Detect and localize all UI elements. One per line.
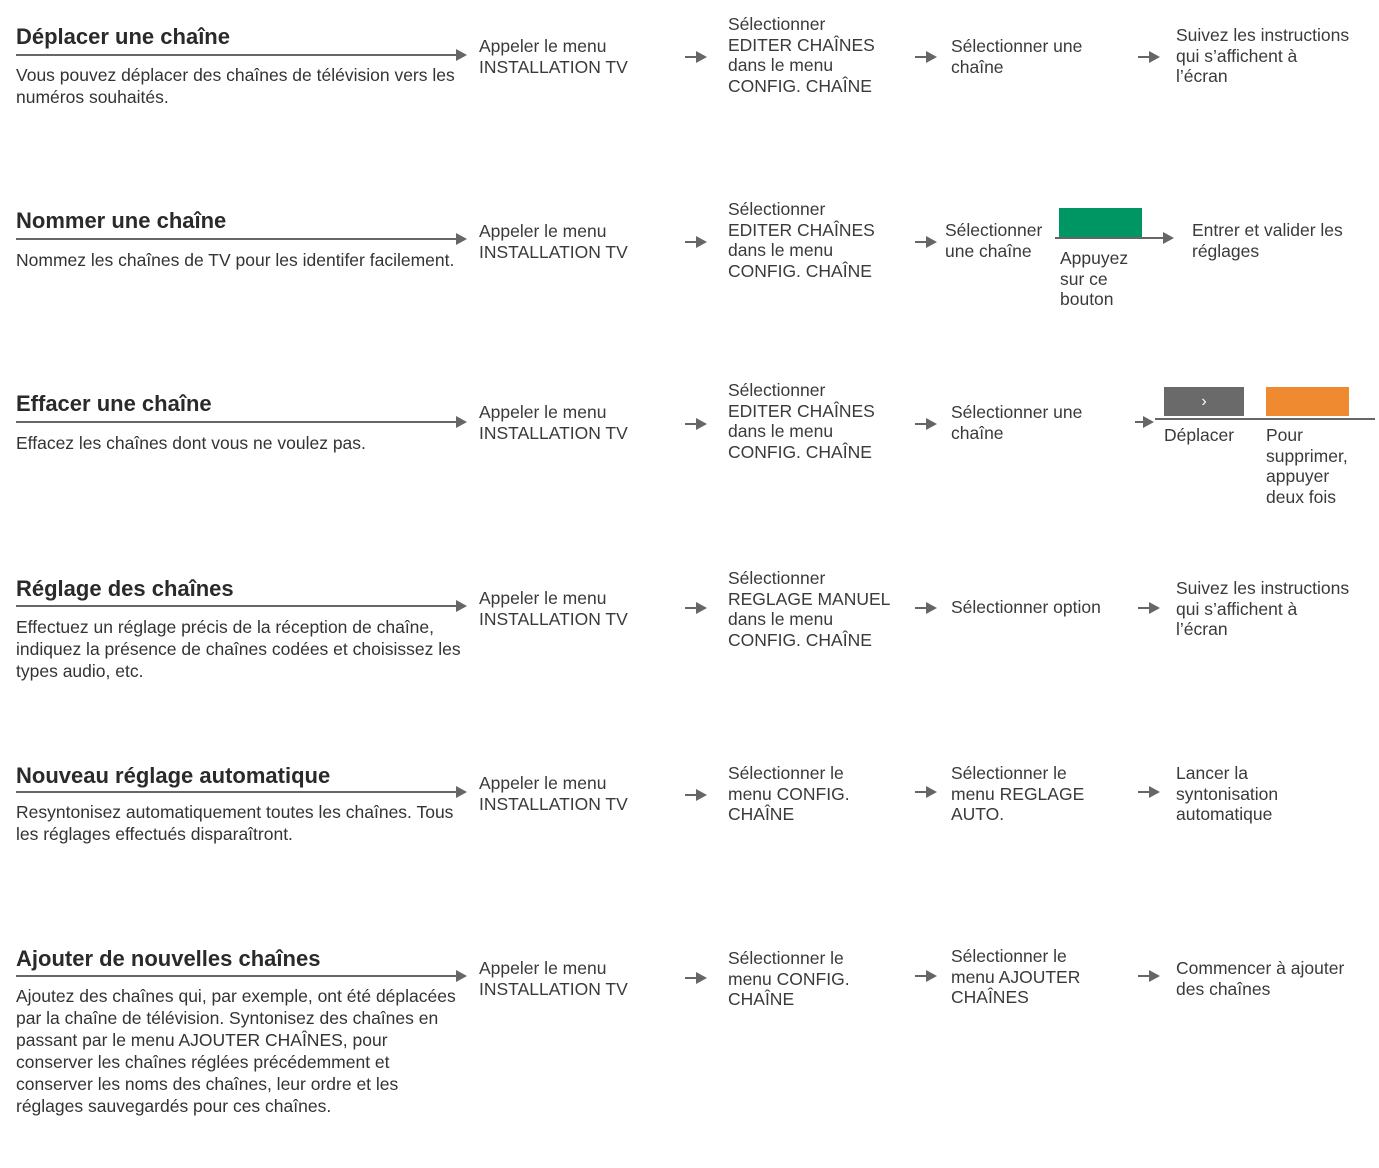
step-text: Pour supprimer, appuyer deux fois xyxy=(1266,425,1348,507)
step-text: Lancer la syntonisation automatique xyxy=(1176,763,1279,824)
arrow-icon xyxy=(456,786,467,798)
arrow-icon xyxy=(456,49,467,61)
step-text: Sélectionner une chaîne xyxy=(945,220,1043,261)
section-title: Déplacer une chaîne xyxy=(16,24,230,49)
arrow-icon xyxy=(915,970,937,982)
step-text: Sélectionner option xyxy=(951,597,1101,617)
arrow-icon xyxy=(456,600,467,612)
step-text: Sélectionner EDITER CHAÎNES dans le menu CONFIG. CHAÎNE xyxy=(728,380,875,462)
arrow-icon xyxy=(1138,602,1160,614)
orange-button xyxy=(1266,387,1349,416)
connector-line xyxy=(1155,418,1375,420)
connector-line xyxy=(16,238,459,240)
section-description: Vous pouvez déplacer des chaînes de télévision vers les numéros souhaités. xyxy=(16,65,455,107)
arrow-icon xyxy=(915,602,937,614)
step-text: Sélectionner le menu AJOUTER CHAÎNES xyxy=(951,946,1081,1007)
arrow-icon xyxy=(1138,51,1160,63)
section-title: Nouveau réglage automatique xyxy=(16,763,331,788)
step-text: Commencer à ajouter des chaînes xyxy=(1176,958,1345,999)
step-text: Appeler le menu INSTALLATION TV xyxy=(479,588,628,629)
arrow-icon xyxy=(685,236,707,248)
arrow-icon xyxy=(456,970,467,982)
step-text: Suivez les instructions qui s’affichent à l’écran xyxy=(1176,578,1350,639)
step-text: Sélectionner REGLAGE MANUEL dans le menu CONFIG. CHAÎNE xyxy=(728,568,891,650)
arrow-icon xyxy=(1143,416,1154,428)
section-description: Effectuez un réglage précis de la réception de chaîne, indiquez la présence de chaînes codées et choisissez les types audio, etc. xyxy=(16,617,461,681)
step-text: Appeler le menu INSTALLATION TV xyxy=(479,402,628,443)
step-text: Sélectionner une chaîne xyxy=(951,402,1083,443)
section-title: Nommer une chaîne xyxy=(16,208,227,233)
step-text: Sélectionner EDITER CHAÎNES dans le menu CONFIG. CHAÎNE xyxy=(728,199,875,281)
green-button xyxy=(1059,208,1142,237)
step-text: Appeler le menu INSTALLATION TV xyxy=(479,221,628,262)
connector-line xyxy=(16,421,459,423)
connector-line xyxy=(16,605,459,607)
arrow-icon xyxy=(685,602,707,614)
step-text: Sélectionner une chaîne xyxy=(951,36,1083,77)
connector-line xyxy=(16,54,459,56)
move-button: › xyxy=(1164,387,1244,416)
step-text: Sélectionner le menu CONFIG. CHAÎNE xyxy=(728,948,850,1009)
arrow-icon xyxy=(915,51,937,63)
arrow-icon xyxy=(915,236,937,248)
section-title: Effacer une chaîne xyxy=(16,391,212,416)
section-title: Réglage des chaînes xyxy=(16,576,234,601)
step-text: Sélectionner le menu CONFIG. CHAÎNE xyxy=(728,763,850,824)
section-title: Ajouter de nouvelles chaînes xyxy=(16,946,321,971)
arrow-icon xyxy=(685,972,707,984)
arrow-icon xyxy=(1163,232,1174,244)
step-text: Appeler le menu INSTALLATION TV xyxy=(479,773,628,814)
connector-line xyxy=(1055,237,1165,239)
step-text: Sélectionner EDITER CHAÎNES dans le menu CONFIG. CHAÎNE xyxy=(728,14,875,96)
section-description: Effacez les chaînes dont vous ne voulez pas. xyxy=(16,433,366,453)
arrow-icon xyxy=(915,418,937,430)
arrow-icon xyxy=(1138,786,1160,798)
arrow-icon xyxy=(1138,970,1160,982)
arrow-icon xyxy=(685,418,707,430)
arrow-icon xyxy=(685,51,707,63)
section-description: Ajoutez des chaînes qui, par exemple, ont été déplacées par la chaîne de télévision. Syntonisez des chaînes en passant par le menu AJOUTER CHAÎNES, pour conserver les chaînes réglées précédemment et conserver les noms des chaînes, leur ordre et les réglages sauvegardés pour ces chaînes. xyxy=(16,986,456,1116)
step-text: Déplacer xyxy=(1164,425,1235,445)
step-text: Suivez les instructions qui s’affichent à l’écran xyxy=(1176,25,1350,86)
step-text: Appeler le menu INSTALLATION TV xyxy=(479,958,628,999)
step-text: Sélectionner le menu REGLAGE AUTO. xyxy=(951,763,1085,824)
arrow-icon xyxy=(456,416,467,428)
arrow-icon xyxy=(915,786,937,798)
arrow-icon xyxy=(685,789,707,801)
connector-line xyxy=(16,791,459,793)
section-description: Resyntonisez automatiquement toutes les chaînes. Tous les réglages effectués disparaîtront. xyxy=(16,802,454,844)
connector-line xyxy=(16,975,459,977)
section-description: Nommez les chaînes de TV pour les identifer facilement. xyxy=(16,250,455,270)
step-text: Appeler le menu INSTALLATION TV xyxy=(479,36,628,77)
step-text: Appuyez sur ce bouton xyxy=(1060,248,1129,309)
arrow-icon xyxy=(456,233,467,245)
step-text: Entrer et valider les réglages xyxy=(1192,220,1343,261)
